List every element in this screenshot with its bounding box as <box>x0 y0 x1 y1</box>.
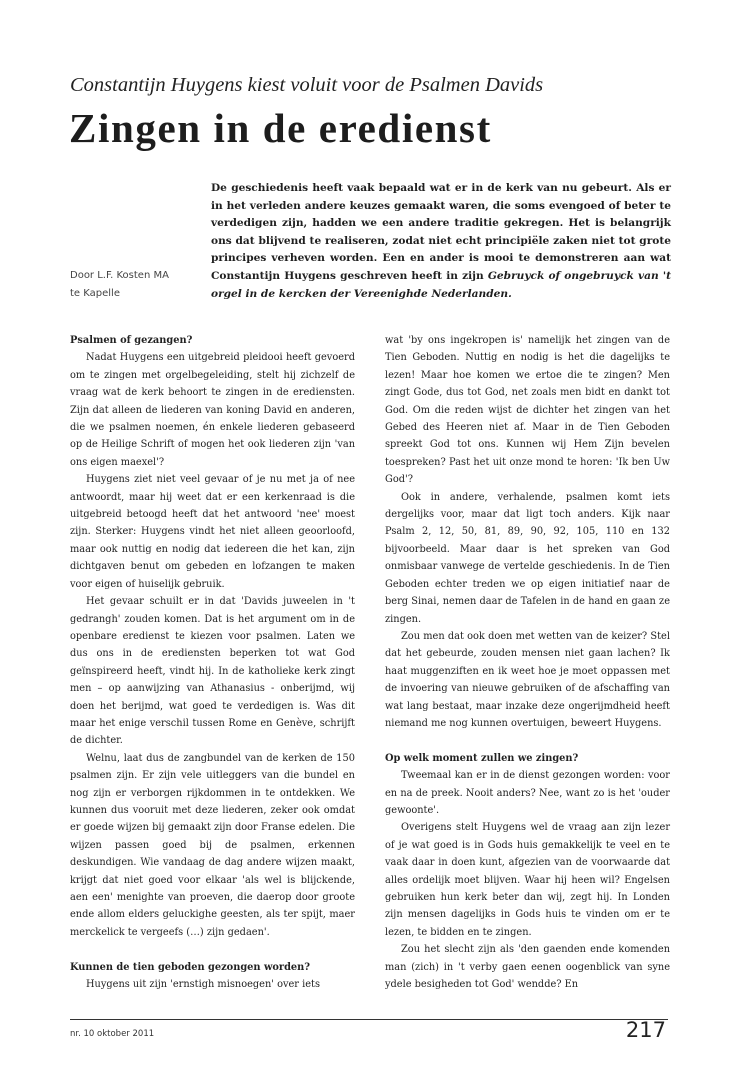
paragraph: Tweemaal kan er in de dienst gezongen worden: voor en na de preek. Nooit anders? Nee, want zo is het 'ouder gewoonte'. <box>385 770 670 816</box>
section-heading-psalmen: Psalmen of gezangen? <box>70 335 193 346</box>
byline <box>70 267 200 303</box>
paragraph: Het gevaar schuilt er in dat 'Davids juweelen in 't gedrangh' zouden komen. Dat is het argument om in de openbare eredienst te kiezen voor psalmen. Laten we dus ons in de erediensten beperken tot wat God geïnspireerd heeft, vindt hij. In de katholieke kerk zingt men – op aanwijzing van Athanasius - onberijmd, wij doen het berijmd, wat goed te verdedigen is. Was dit maar het enige verschil tussen Rome en Genève, schrijft de dichter. <box>70 596 355 747</box>
page-number: 217 <box>625 1018 666 1042</box>
paragraph: Nadat Huygens een uitgebreid pleidooi heeft gevoerd om te zingen met orgelbegeleiding, stelt hij zichzelf de vraag wat de kerk behoort te zingen in de erediensten. Zijn dat alleen de liederen van koning David en anderen, die we psalmen noemen, én enkele liederen gebaseerd op de Heilige Schrift of mogen het ook liederen zijn 'van ons eigen maexel'? <box>70 352 355 468</box>
right-column <box>385 332 670 993</box>
intro-book-title: Gebruyck of ongebruyck van 't orgel in de kercken der Vereenighde Nederlanden. <box>211 269 671 300</box>
intro-text: De geschiedenis heeft vaak bepaald wat er in de kerk van nu gebeurt. Als er in het verleden andere keuzes gemaakt waren, die soms evengoed of beter te verdedigen zijn, hadden we een andere traditie gekregen. Het is belangrijk ons dat blijvend te realiseren, zodat niet echt principiële zaken niet tot grote principes verheven worden. Een en ander is mooi te demonstreren aan wat Constantijn Huygens geschreven heeft in zijn <box>211 182 671 282</box>
section-heading-moment: Op welk moment zullen we zingen? <box>385 752 579 764</box>
paragraph: Huygens ziet niet veel gevaar of je nu met ja of nee antwoordt, maar hij weet dat er een kerkenraad is die uitgebreid betoogd heeft dat het antwoord 'nee' moest zijn. Sterker: Huygens vindt het niet alleen geoorloofd, maar ook nuttig en nodig dat iedereen die het kan, zijn dichtgaven benut om gebeden en lofzangen te maken voor eigen of huiselijk gebruik. <box>70 474 355 590</box>
paragraph: wat 'by ons ingekropen is' namelijk het zingen van de Tien Geboden. Nuttig en nodig is het die dagelijks te lezen! Maar hoe komen we ertoe die te zingen? Men zingt Gode, dus tot God, net zoals men bidt en dankt tot God. Om die reden wijst de dichter het zingen van het Gebed des Heeren niet af. Maar in de Tien Geboden spreekt God tot ons. Kunnen wij Hem Zijn bevelen toespreken? Past het uit onze mond te horen: 'Ik ben Uw God'? <box>385 335 670 486</box>
footer-divider <box>70 1019 668 1020</box>
left-column <box>70 332 355 993</box>
paragraph: Zou het slecht zijn als 'den gaenden ende komenden man (zich) in 't verby gaen eenen oogenblick van syne ydele besigheden tot God' wendde? En <box>385 944 670 991</box>
paragraph: Welnu, laat dus de zangbundel van de kerken de 150 psalmen zijn. Er zijn vele uitleggers van die bundel en nog zijn er verborgen rijkdommen in te ontdekken. We kunnen dus vooruit met deze liederen, zeker ook omdat er goede wijzen bij gemaakt zijn door Franse edelen. Die wijzen passen goed bij de psalmen, erkennen deskundigen. Wie vandaag de dag andere wijzen maakt, krijgt dat niet goed voor elkaar 'als wel is blijckende, aen een' menighte van proeven, die daerop door groote ende allom elders geluckighe geesten, als ter spijt, maer merckelick te vergeefs (…) zijn gedaen'. <box>70 752 355 938</box>
paragraph: Huygens uit zijn 'ernstigh misnoegen' over iets <box>86 979 321 991</box>
section-heading-tien-geboden: Kunnen de tien geboden gezongen worden? <box>70 961 311 973</box>
issue-info: nr. 10 oktober 2011 <box>70 1029 155 1039</box>
paragraph: Overigens stelt Huygens wel de vraag aan zijn lezer of je wat goed is in Gods huis gemakkelijk te veel en te vaak daar in doen kunt, afgezien van de voorwaarde dat alles ordelijk moet blijven. Waar hij heen wil? Engelsen gebruiken hun kerk beter dan wij, zegt hij. In Londen zijn mensen dagelijks in Gods huis te vinden om er te lezen, te bidden en te zingen. <box>385 822 670 938</box>
article-intro <box>211 180 671 303</box>
byline-location: te Kapelle <box>70 288 120 299</box>
paragraph: Ook in andere, verhalende, psalmen komt iets dergelijks voor, maar dat ligt toch anders. Kijk naar Psalm 2, 12, 50, 81, 89, 90, 92, 105, 110 en 132 bijvoorbeeld. Maar daar is het spreken van God onmisbaar vanwege de vertelde geschiedenis. In de Tien Geboden echter treden we op eigen initiatief naar de berg Sinai, nemen daar de Tafelen in de hand en gaan ze zingen. <box>385 491 670 625</box>
article-kicker: Constantijn Huygens kiest voluit voor de Psalmen Davids <box>70 74 544 96</box>
article-title: Zingen in de eredienst <box>69 105 492 151</box>
paragraph: Zou men dat ook doen met wetten van de keizer? Stel dat het gebeurde, zouden mensen niet gaan lachen? Ik haat muggenziften en ik weet hoe je moet oppassen met de invoering van nieuwe gebruiken of de afschaffing van wat lang bestaat, maar inzake deze ongerijmdheid heeft niemand me nog kunnen overtuigen, beweert Huygens. <box>385 630 670 729</box>
byline-author: Door L.F. Kosten MA <box>70 270 169 281</box>
